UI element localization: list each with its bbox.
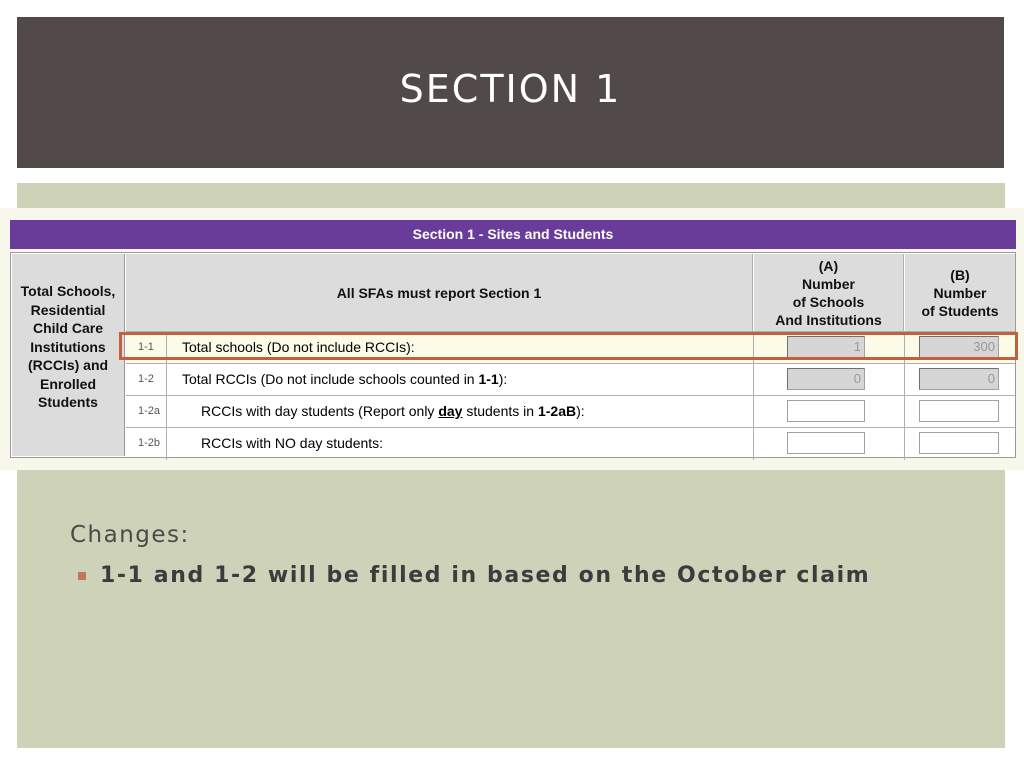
row-description-text: RCCIs with NO day students: — [201, 435, 384, 451]
row-description — [168, 364, 754, 396]
row-number: 1-2b — [126, 428, 167, 460]
rcci-no-day-count-input[interactable] — [787, 432, 865, 454]
col-a-header — [754, 254, 904, 331]
row-description-underline: day — [438, 403, 463, 419]
col-b-header-line: of Students — [921, 302, 999, 319]
slide-title: SECTION 1 — [399, 67, 622, 111]
row-number: 1-1 — [126, 332, 167, 364]
row-description-text: RCCIs with day students (Report only — [201, 403, 439, 419]
table-header: Section 1 - Sites and Students — [10, 220, 1016, 249]
row-description-text: students in — [462, 403, 538, 419]
row-description-bold: 1-2aB — [537, 403, 577, 419]
col-a-cell — [754, 364, 905, 396]
col-a-header-line: of Schools — [792, 293, 865, 310]
changes-label: Changes: — [70, 522, 190, 548]
students-count-field[interactable]: 300 — [919, 336, 999, 358]
rcci-no-day-students-input[interactable] — [919, 432, 999, 454]
col-b-cell — [905, 428, 1015, 460]
row-description-text: ): — [576, 403, 585, 419]
row-description — [168, 396, 754, 428]
schools-count-field[interactable]: 1 — [787, 336, 865, 358]
row-description-bold: 1-1 — [478, 371, 499, 387]
row-number: 1-2 — [126, 364, 167, 396]
row-description-text: ): — [498, 371, 508, 387]
col-b-header-line: Number — [933, 284, 987, 301]
row-number: 1-2a — [126, 396, 167, 428]
col-a-header-line: (A) — [818, 257, 839, 274]
col-a-header-line: And Institutions — [775, 311, 882, 328]
col-a-cell — [754, 428, 905, 460]
title-bar — [17, 17, 1004, 168]
table-row — [126, 427, 1015, 460]
col-b-header — [905, 254, 1015, 331]
col-a-header-line: Number — [802, 275, 855, 292]
bullet-item — [78, 563, 870, 588]
row-description — [168, 428, 754, 460]
highlight-box — [119, 332, 1018, 360]
rcci-day-count-input[interactable] — [787, 400, 865, 422]
rcci-students-field[interactable]: 0 — [919, 368, 999, 390]
bullet-text: 1-1 and 1-2 will be filled in based on the October claim — [100, 563, 871, 588]
row-description-text: Total schools (Do not include RCCIs): — [182, 339, 415, 355]
left-label: Total Schools, Residential Child Care Institutions (RCCIs) and Enrolled Students — [12, 254, 125, 456]
rcci-count-field[interactable]: 0 — [787, 368, 865, 390]
table-row — [126, 363, 1015, 396]
col-b-cell — [905, 364, 1015, 396]
table-row — [126, 395, 1015, 428]
rcci-day-students-input[interactable] — [919, 400, 999, 422]
row-description-text: Total RCCIs (Do not include schools counted in — [182, 371, 479, 387]
col-b-cell — [905, 396, 1015, 428]
col-a-cell — [754, 396, 905, 428]
col-b-header-line: (B) — [950, 266, 970, 283]
square-bullet-icon — [78, 572, 86, 580]
main-header: All SFAs must report Section 1 — [126, 254, 753, 331]
